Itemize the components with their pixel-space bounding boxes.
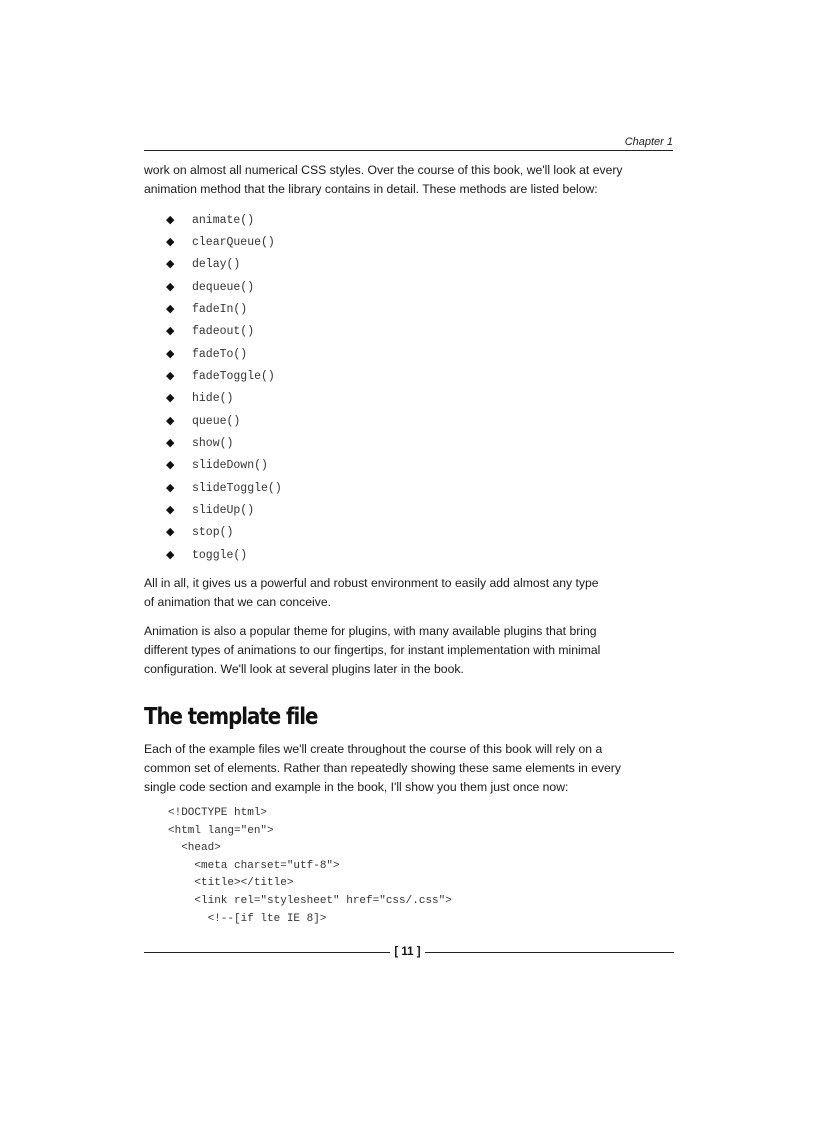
footer-rule-left (144, 952, 390, 953)
template-line: single code section and example in the book, I'll show you them just once now: (144, 780, 569, 794)
diamond-bullet-icon: ◆ (166, 392, 175, 405)
diamond-bullet-icon: ◆ (166, 504, 175, 517)
diamond-bullet-icon: ◆ (166, 303, 175, 316)
list-item (144, 343, 282, 365)
plugins-line: configuration. We'll look at several plugins later in the book. (144, 662, 464, 676)
list-item (144, 544, 282, 566)
list-item (144, 231, 282, 253)
list-item (144, 410, 282, 432)
header-rule (144, 150, 673, 151)
method-name: stop() (192, 526, 234, 540)
summary-line: All in all, it gives us a powerful and robust environment to easily add almost any type (144, 576, 599, 590)
method-name: toggle() (192, 548, 248, 562)
diamond-bullet-icon: ◆ (166, 370, 175, 383)
method-name: fadeout() (192, 325, 255, 339)
method-name: slideToggle() (192, 481, 282, 495)
intro-paragraph (144, 161, 674, 199)
list-item (144, 276, 282, 298)
list-item (144, 499, 282, 521)
code-line: <!--[if lte IE 8]> (168, 912, 327, 925)
method-name: fadeIn() (192, 303, 248, 317)
method-name: delay() (192, 258, 241, 272)
method-name: fadeTo() (192, 347, 248, 361)
diamond-bullet-icon: ◆ (166, 481, 175, 494)
diamond-bullet-icon: ◆ (166, 213, 175, 226)
list-item (144, 455, 282, 477)
diamond-bullet-icon: ◆ (166, 280, 175, 293)
plugins-paragraph (144, 622, 674, 679)
list-item (144, 522, 282, 544)
method-name: dequeue() (192, 280, 255, 294)
diamond-bullet-icon: ◆ (166, 258, 175, 271)
list-item (144, 321, 282, 343)
summary-paragraph (144, 574, 674, 612)
code-line: <!DOCTYPE html> (168, 807, 268, 819)
list-item (144, 298, 282, 320)
summary-line: of animation that we can conceive. (144, 595, 331, 609)
plugins-line: Animation is also a popular theme for plugins, with many available plugins that bring (144, 624, 597, 638)
list-item (144, 209, 282, 231)
code-line: <meta charset="utf-8"> (168, 859, 340, 872)
diamond-bullet-icon: ◆ (166, 325, 175, 338)
code-line: <html lang="en"> (168, 824, 274, 837)
method-name: fadeToggle() (192, 370, 275, 384)
method-name: queue() (192, 414, 241, 428)
list-item (144, 254, 282, 276)
code-line: <title></title> (168, 877, 294, 890)
method-name: slideUp() (192, 504, 255, 518)
diamond-bullet-icon: ◆ (166, 414, 175, 427)
chapter-label: Chapter 1 (624, 136, 673, 148)
method-name: slideDown() (192, 459, 268, 473)
method-name: animate() (192, 213, 255, 227)
animation-method-list (144, 209, 282, 567)
page-number: [ 11 ] (394, 946, 421, 958)
intro-line: animation method that the library contains in detail. These methods are listed below: (144, 182, 598, 196)
list-item (144, 432, 282, 454)
code-line: <link rel="stylesheet" href="css/.css"> (168, 894, 452, 907)
plugins-line: different types of animations to our fingertips, for instant implementation with minimal (144, 643, 601, 657)
code-line: <head> (168, 842, 221, 855)
template-paragraph (144, 740, 674, 797)
code-block (168, 805, 452, 928)
diamond-bullet-icon: ◆ (166, 347, 175, 360)
list-item (144, 388, 282, 410)
diamond-bullet-icon: ◆ (166, 236, 175, 249)
footer-rule-right (425, 952, 674, 953)
diamond-bullet-icon: ◆ (166, 437, 175, 450)
method-name: clearQueue() (192, 236, 275, 250)
section-heading: The template file (144, 704, 318, 730)
diamond-bullet-icon: ◆ (166, 548, 175, 561)
diamond-bullet-icon: ◆ (166, 459, 175, 472)
list-item (144, 365, 282, 387)
diamond-bullet-icon: ◆ (166, 526, 175, 539)
template-line: Each of the example files we'll create throughout the course of this book will rely on a (144, 742, 603, 756)
list-item (144, 477, 282, 499)
template-line: common set of elements. Rather than repeatedly showing these same elements in every (144, 761, 621, 775)
intro-line: work on almost all numerical CSS styles. Over the course of this book, we'll look at every (144, 163, 623, 177)
method-name: hide() (192, 392, 234, 406)
method-name: show() (192, 437, 234, 451)
